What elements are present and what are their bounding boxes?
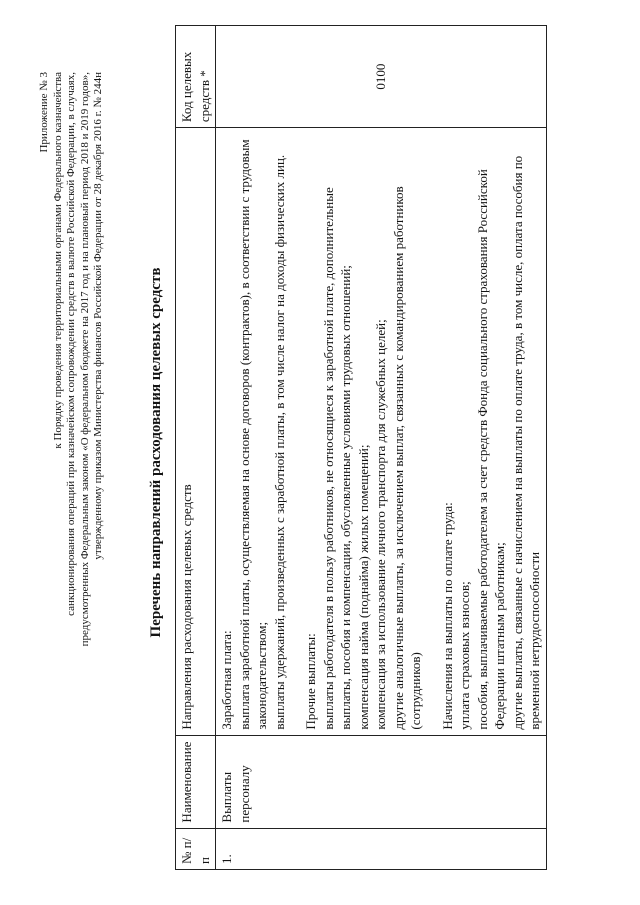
direction-line: другие выплаты, связанные с начислением на выплаты по оплате труда, в том числе, оплата пособия по временной нетрудоспособности	[509, 155, 542, 730]
direction-line: компенсация за использование личного транспорта для служебных целей;	[373, 319, 388, 730]
document-title: Перечень направлений расходования целевых средств	[148, 267, 164, 638]
direction-line: выплата заработной платы, осуществляемая на основе договоров (контрактов), в соответствии с трудовым законодательством;	[236, 139, 269, 730]
direction-line: выплаты работодателя в пользу работников, не относящиеся к заработной плате, дополнительные выплаты, пособия и компенсации, обусловленные условиями трудовых отношений;	[320, 187, 353, 730]
direction-group-salary	[218, 133, 288, 729]
header-name: Наименование	[176, 735, 216, 828]
table-header-row	[176, 26, 216, 870]
table-row	[216, 26, 547, 870]
header-num: № п/п	[176, 828, 216, 869]
direction-line: Начисления на выплаты по оплате труда:	[439, 502, 455, 730]
direction-line: Прочие выплаты:	[303, 633, 318, 730]
header-line: Приложение № 3	[38, 72, 50, 153]
header-line: санкционирования операций при казначейском сопровождении средств в валюте Российской Федерации, в случаях,	[65, 72, 77, 616]
header-line: утвержденному приказом Министерства финансов Российской Федерации от 28 декабря 2016 г. № 244н	[92, 72, 104, 560]
direction-line: другие аналогичные выплаты, за исключением выплат, связанных с командированием работников (сотрудников)	[390, 186, 423, 730]
header-direction: Направления расходования целевых средств	[176, 128, 216, 735]
direction-line: пособия, выплачиваемые работодателем за счет средств Фонда социального страхования Российской Федерации штатным работникам;	[474, 169, 507, 730]
row-directions	[216, 128, 547, 735]
row-name: Выплаты персоналу	[216, 735, 547, 828]
row-num: 1.	[216, 828, 547, 869]
directions-table	[175, 25, 547, 870]
header-line: к Порядку проведения территориальными органами Федерального казначейства	[51, 72, 64, 449]
direction-group-accruals	[439, 133, 544, 729]
direction-line: уплата страховых взносов;	[457, 581, 472, 730]
direction-group-other	[302, 133, 425, 729]
header-code: Код целевых средств *	[176, 26, 216, 128]
appendix-header	[38, 72, 106, 832]
direction-line: выплаты удержаний, произведенных с заработной платы, в том числе налог на доходы физических лиц.	[271, 154, 287, 730]
row-code: 0100	[216, 26, 547, 128]
direction-line: Заработная плата:	[219, 630, 234, 730]
header-line: предусмотренных Федеральным законом «О федеральном бюджете на 2017 год и на плановый период 2018 и 2019 годов»,	[78, 72, 91, 647]
direction-line: компенсация найма (поднайма) жилых помещений;	[355, 444, 371, 730]
